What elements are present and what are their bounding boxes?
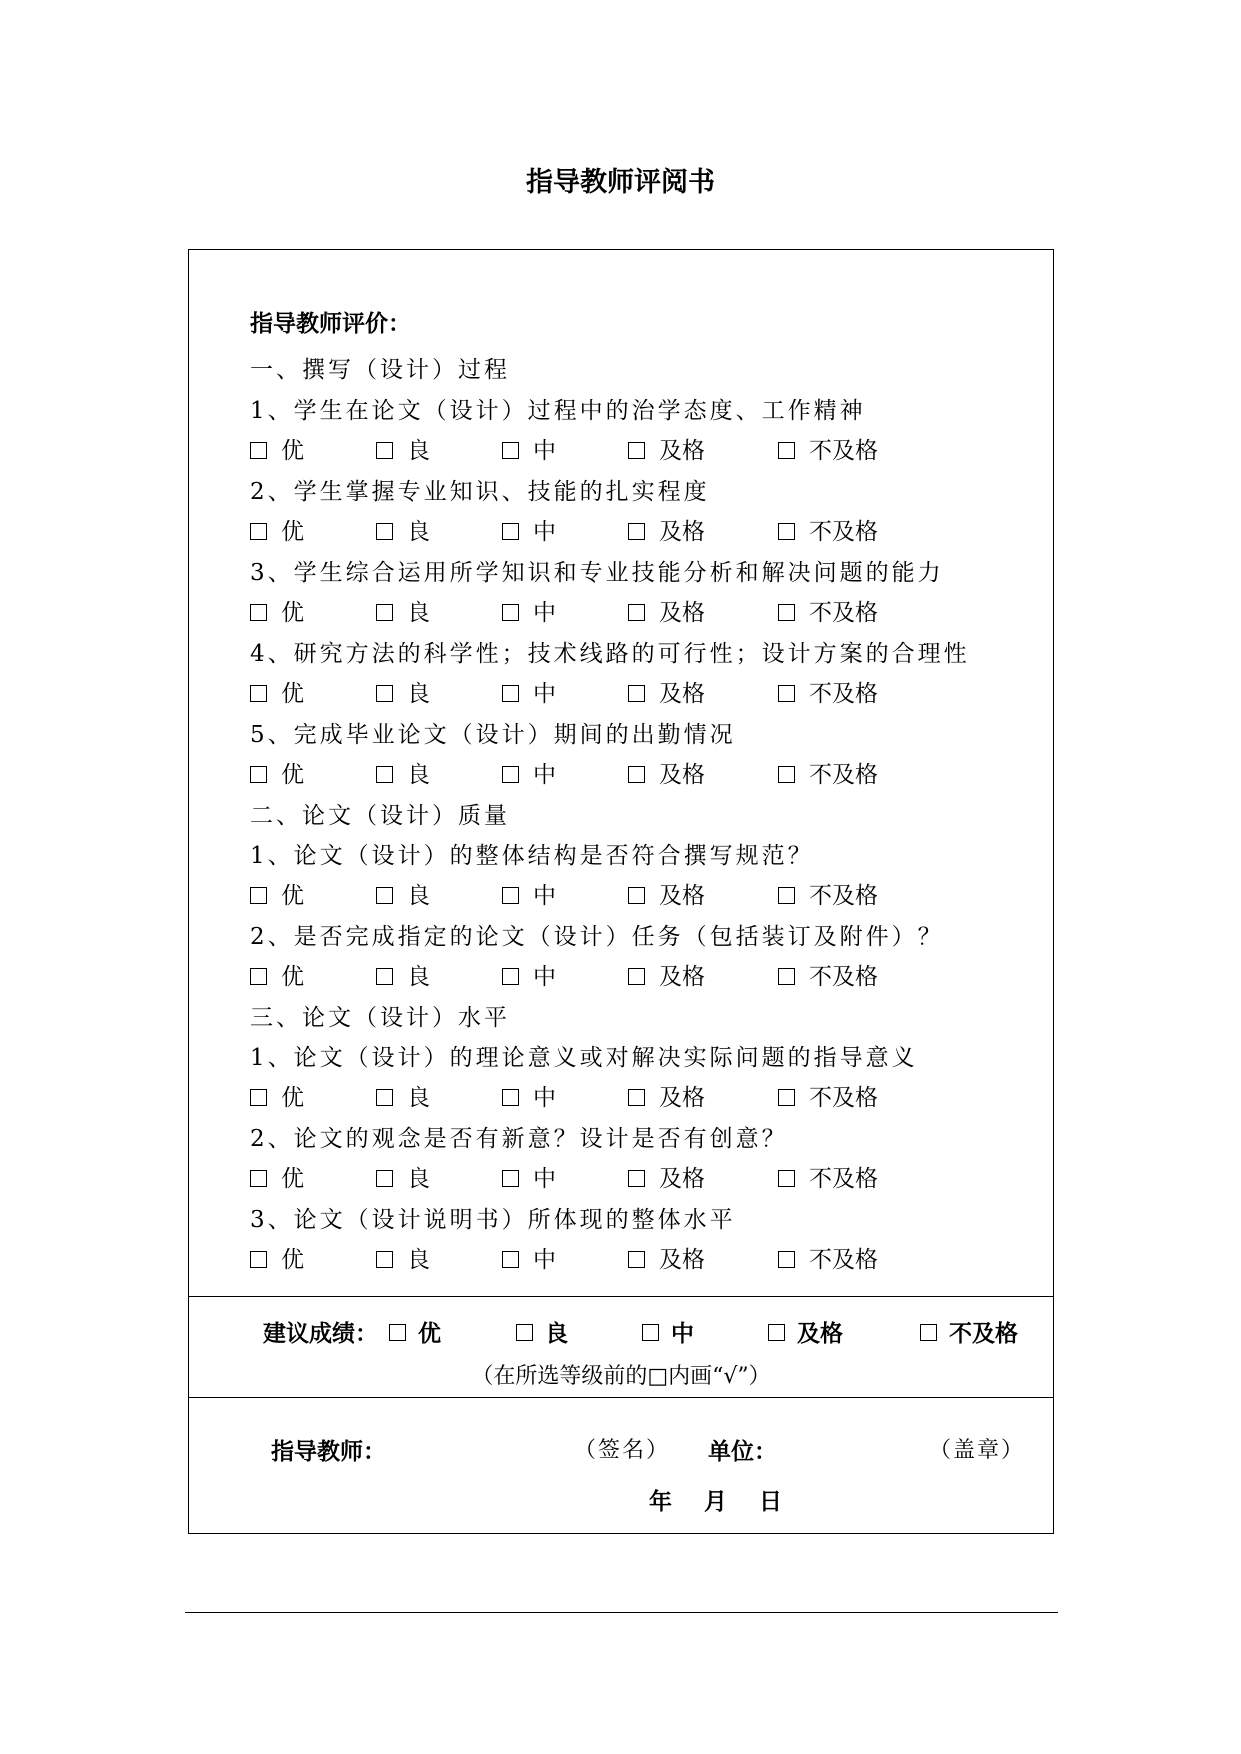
rating-option[interactable]: 及格: [628, 513, 705, 546]
rating-option[interactable]: 良: [376, 432, 430, 465]
checkbox[interactable]: [628, 1170, 645, 1187]
checkbox[interactable]: [778, 968, 795, 985]
criterion-text: 3、学生综合运用所学知识和专业技能分析和解决问题的能力: [250, 560, 944, 586]
checkbox[interactable]: [502, 604, 519, 621]
rating-option[interactable]: 及格: [628, 1160, 705, 1193]
checkbox[interactable]: [628, 442, 645, 459]
checkbox[interactable]: [778, 523, 795, 540]
rating-option[interactable]: 良: [376, 594, 430, 627]
rating-option[interactable]: 优: [250, 1160, 304, 1193]
checkbox[interactable]: [628, 968, 645, 985]
rating-option[interactable]: 不及格: [778, 958, 878, 991]
rating-option[interactable]: 优: [250, 675, 304, 708]
checkbox[interactable]: [628, 766, 645, 783]
checkbox[interactable]: [778, 1170, 795, 1187]
checkbox[interactable]: [778, 1089, 795, 1106]
checkbox[interactable]: [389, 1324, 406, 1341]
rating-option[interactable]: 不及格: [778, 1241, 878, 1274]
checkbox[interactable]: [628, 523, 645, 540]
checkbox[interactable]: [778, 1251, 795, 1268]
rating-option[interactable]: 及格: [628, 675, 705, 708]
rating-option[interactable]: 及格: [628, 432, 705, 465]
rating-option[interactable]: 良: [376, 1079, 430, 1112]
rating-options-row: [250, 877, 950, 907]
rating-option[interactable]: 不及格: [778, 756, 878, 789]
checkbox[interactable]: [920, 1324, 937, 1341]
page-title: 指导教师评阅书: [526, 167, 715, 198]
rating-option[interactable]: 优: [250, 756, 304, 789]
rating-option[interactable]: 中: [502, 756, 556, 789]
criterion-text: 2、论文的观念是否有新意？设计是否有创意？: [250, 1126, 788, 1152]
rating-options-row: [250, 1241, 950, 1271]
grade-instruction: （在所选等级前的□内画“√”）: [471, 1364, 771, 1389]
seal-field[interactable]: （盖章）: [929, 1438, 1026, 1463]
checkbox[interactable]: [628, 887, 645, 904]
checkbox[interactable]: [250, 887, 267, 904]
rating-options-row: [250, 675, 950, 705]
signature-field[interactable]: （签名）: [574, 1438, 671, 1463]
rating-option[interactable]: 中: [502, 1241, 556, 1274]
rating-option[interactable]: 优: [250, 877, 304, 910]
rating-option[interactable]: 不及格: [778, 1079, 878, 1112]
checkbox[interactable]: [250, 1170, 267, 1187]
rating-options-row: [250, 1079, 950, 1109]
checkbox[interactable]: [250, 685, 267, 702]
checkbox[interactable]: [376, 1089, 393, 1106]
checkbox[interactable]: [250, 1089, 267, 1106]
checkbox[interactable]: [250, 523, 267, 540]
rating-option[interactable]: 不及格: [778, 594, 878, 627]
signature-section: [189, 1397, 1053, 1535]
grade-option[interactable]: 不及格: [920, 1315, 1018, 1348]
checkbox[interactable]: [250, 1251, 267, 1268]
rating-option[interactable]: 优: [250, 958, 304, 991]
checkbox[interactable]: [376, 766, 393, 783]
criterion-text: 5、完成毕业论文（设计）期间的出勤情况: [250, 722, 736, 748]
grade-option[interactable]: 中: [642, 1315, 694, 1348]
rating-option[interactable]: 中: [502, 432, 556, 465]
rating-option[interactable]: 不及格: [778, 877, 878, 910]
rating-options-row: [250, 594, 950, 624]
criterion-text: 2、学生掌握专业知识、技能的扎实程度: [250, 479, 710, 505]
grade-option[interactable]: 及格: [768, 1315, 843, 1348]
rating-option[interactable]: 优: [250, 1079, 304, 1112]
checkbox[interactable]: [778, 685, 795, 702]
checkbox[interactable]: [768, 1324, 785, 1341]
rating-option[interactable]: 优: [250, 513, 304, 546]
checkbox[interactable]: [376, 887, 393, 904]
rating-option[interactable]: 中: [502, 877, 556, 910]
criterion-text: 1、论文（设计）的理论意义或对解决实际问题的指导意义: [250, 1045, 918, 1071]
checkbox[interactable]: [516, 1324, 533, 1341]
rating-option[interactable]: 优: [250, 432, 304, 465]
checkbox[interactable]: [250, 604, 267, 621]
criterion-text: 3、论文（设计说明书）所体现的整体水平: [250, 1207, 736, 1233]
checkbox[interactable]: [778, 604, 795, 621]
rating-option[interactable]: 优: [250, 1241, 304, 1274]
checkbox[interactable]: [376, 1251, 393, 1268]
rating-option[interactable]: 优: [250, 594, 304, 627]
checkbox[interactable]: [376, 523, 393, 540]
evaluation-section: [189, 250, 1053, 1296]
criterion-text: 2、是否完成指定的论文（设计）任务（包括装订及附件）？: [250, 924, 944, 950]
rating-option[interactable]: 及格: [628, 877, 705, 910]
checkbox[interactable]: [502, 1089, 519, 1106]
section-title: 二、论文（设计）质量: [250, 803, 510, 829]
checkbox[interactable]: [250, 442, 267, 459]
checkbox[interactable]: [250, 766, 267, 783]
rating-option[interactable]: 及格: [628, 1079, 705, 1112]
checkbox[interactable]: [628, 685, 645, 702]
rating-option[interactable]: 及格: [628, 958, 705, 991]
unit-label: 单位：: [708, 1439, 777, 1465]
rating-option[interactable]: 中: [502, 594, 556, 627]
rating-option[interactable]: 及格: [628, 1241, 705, 1274]
rating-option[interactable]: 及格: [628, 756, 705, 789]
section-title: 三、论文（设计）水平: [250, 1005, 510, 1031]
rating-option[interactable]: 中: [502, 513, 556, 546]
checkbox[interactable]: [628, 1251, 645, 1268]
checkbox[interactable]: [376, 1170, 393, 1187]
checkbox[interactable]: [502, 968, 519, 985]
rating-option[interactable]: 良: [376, 756, 430, 789]
rating-option[interactable]: 不及格: [778, 675, 878, 708]
checkbox[interactable]: [376, 968, 393, 985]
rating-option[interactable]: 中: [502, 675, 556, 708]
rating-options-row: [250, 432, 950, 462]
grade-options-row: [263, 1315, 1043, 1347]
rating-option[interactable]: 良: [376, 1160, 430, 1193]
grade-option[interactable]: 优: [389, 1315, 441, 1348]
rating-options-row: [250, 1160, 950, 1190]
checkbox[interactable]: [502, 887, 519, 904]
checkbox[interactable]: [778, 887, 795, 904]
teacher-label: 指导教师：: [271, 1439, 386, 1465]
checkbox[interactable]: [502, 1251, 519, 1268]
rating-option[interactable]: 中: [502, 958, 556, 991]
checkbox[interactable]: [642, 1324, 659, 1341]
checkbox[interactable]: [502, 1170, 519, 1187]
checkbox[interactable]: [778, 442, 795, 459]
checkbox[interactable]: [250, 968, 267, 985]
rating-options-row: [250, 513, 950, 543]
rating-option[interactable]: 中: [502, 1079, 556, 1112]
suggested-grade-section: [189, 1296, 1053, 1397]
rating-option[interactable]: 良: [376, 958, 430, 991]
section-title: 一、撰写（设计）过程: [250, 357, 510, 383]
checkbox[interactable]: [376, 442, 393, 459]
footer-divider: [185, 1612, 1058, 1613]
checkbox[interactable]: [376, 604, 393, 621]
rating-options-row: [250, 756, 950, 786]
checkbox[interactable]: [628, 1089, 645, 1106]
checkbox[interactable]: [778, 766, 795, 783]
rating-option[interactable]: 中: [502, 1160, 556, 1193]
criterion-text: 1、论文（设计）的整体结构是否符合撰写规范？: [250, 843, 814, 869]
rating-option[interactable]: 良: [376, 513, 430, 546]
checkbox[interactable]: [628, 604, 645, 621]
rating-option[interactable]: 良: [376, 675, 430, 708]
rating-option[interactable]: 良: [376, 1241, 430, 1274]
grade-option[interactable]: 良: [516, 1315, 568, 1348]
date-field[interactable]: 年 月 日: [649, 1489, 783, 1515]
evaluation-form: [188, 249, 1054, 1534]
criterion-text: 4、研究方法的科学性；技术线路的可行性；设计方案的合理性: [250, 641, 970, 667]
rating-option[interactable]: 及格: [628, 594, 705, 627]
checkbox[interactable]: [502, 685, 519, 702]
grade-label: 建议成绩：: [263, 1321, 378, 1347]
checkbox[interactable]: [502, 442, 519, 459]
criterion-text: 1、学生在论文（设计）过程中的治学态度、工作精神: [250, 398, 866, 424]
evaluation-heading: 指导教师评价：: [250, 311, 411, 337]
checkbox[interactable]: [376, 685, 393, 702]
checkbox[interactable]: [502, 766, 519, 783]
rating-options-row: [250, 958, 950, 988]
rating-option[interactable]: 良: [376, 877, 430, 910]
checkbox[interactable]: [502, 523, 519, 540]
rating-option[interactable]: 不及格: [778, 1160, 878, 1193]
rating-option[interactable]: 不及格: [778, 513, 878, 546]
rating-option[interactable]: 不及格: [778, 432, 878, 465]
